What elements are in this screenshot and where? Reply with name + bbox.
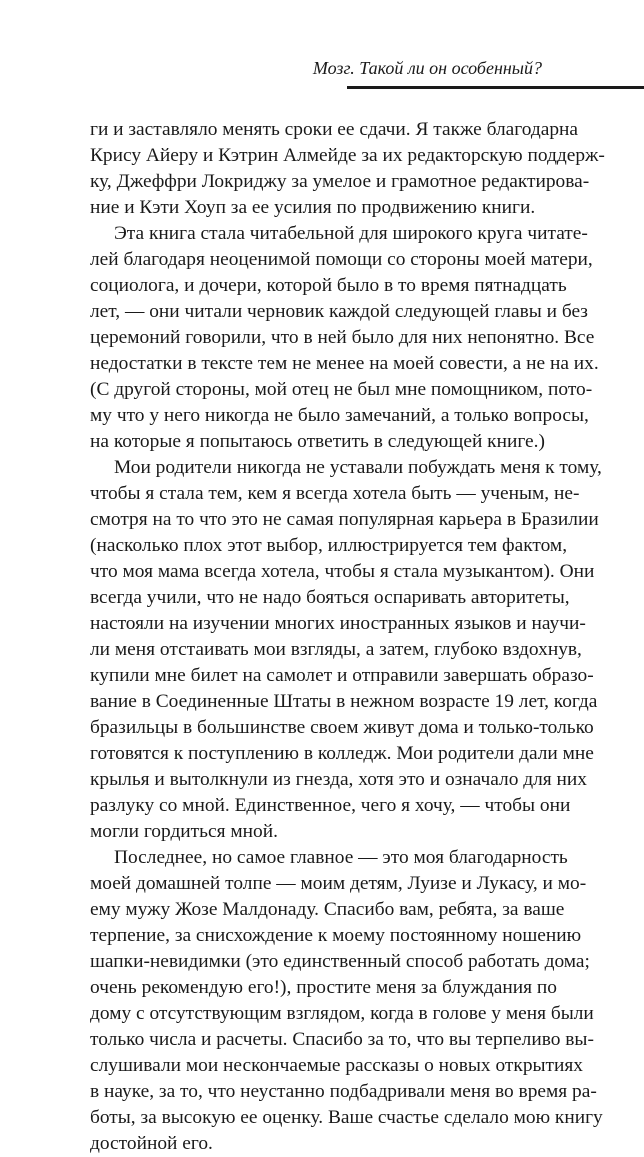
text-line: церемоний говорили, что в ней было для них непонятно. Все xyxy=(90,327,595,348)
paragraph xyxy=(90,221,599,455)
text-line: лет, — они читали черновик каждой следующей главы и без xyxy=(90,301,588,322)
text-line: в науке, за то, что неустанно подбадривали меня во время ра- xyxy=(90,1081,597,1102)
text-line: Последнее, но самое главное — это моя благодарность xyxy=(114,847,568,868)
text-line: только числа и расчеты. Спасибо за то, что вы терпеливо вы- xyxy=(90,1029,594,1050)
header-rule xyxy=(347,86,644,89)
text-line: очень рекомендую его!), простите меня за блуждания по xyxy=(90,977,557,998)
text-line: (С другой стороны, мой отец не был мне помощником, пото- xyxy=(90,379,593,400)
text-line: Эта книга стала читабельной для широкого круга читате- xyxy=(114,223,588,244)
text-line: что моя мама всегда хотела, чтобы я стала музыкантом). Они xyxy=(90,561,595,582)
text-line: достойной его. xyxy=(90,1133,213,1154)
text-line: на которые я попытаюсь ответить в следующей книге.) xyxy=(90,431,545,452)
text-line: ги и заставляло менять сроки ее сдачи. Я также благодарна xyxy=(90,119,579,140)
text-line: бразильцы в большинстве своем живут дома и только-только xyxy=(90,717,594,738)
text-line: слушивали мои нескончаемые рассказы о новых открытиях xyxy=(90,1055,584,1076)
text-line: дому с отсутствующим взглядом, когда в голове у меня были xyxy=(90,1003,594,1024)
text-line: социолога, и дочери, которой было в то время пятнадцать xyxy=(90,275,567,296)
text-line: му что у него никогда не было замечаний, а только вопросы, xyxy=(90,405,589,426)
text-line: вание в Соединенные Штаты в нежном возрасте 19 лет, когда xyxy=(90,691,598,712)
text-line: шапки-невидимки (это единственный способ работать дома; xyxy=(90,951,590,972)
text-line: всегда учили, что не надо бояться оспаривать авторитеты, xyxy=(90,587,570,608)
text-line: лей благодаря неоценимой помощи со стороны моей матери, xyxy=(90,249,593,270)
text-line: чтобы я стала тем, кем я всегда хотела быть — ученым, не- xyxy=(90,483,580,504)
paragraph xyxy=(90,845,603,1157)
text-line: ку, Джеффри Локриджу за умелое и грамотное редактирова- xyxy=(90,171,590,192)
paragraph xyxy=(90,117,605,221)
body-text xyxy=(90,117,605,1157)
text-line: боты, за высокую ее оценку. Ваше счастье сделало мою книгу xyxy=(90,1107,603,1128)
text-line: терпение, за снисхождение к моему постоянному ношению xyxy=(90,925,582,946)
paragraph xyxy=(90,455,602,845)
text-line: Крису Айеру и Кэтрин Алмейде за их редакторскую поддерж- xyxy=(90,145,605,166)
running-title: Мозг. Такой ли он особенный? xyxy=(312,58,542,78)
text-line: моей домашней толпе — моим детям, Луизе и Лукасу, и мо- xyxy=(90,873,587,894)
text-line: крылья и вытолкнули из гнезда, хотя это и означало для них xyxy=(90,769,588,790)
text-line: могли гордиться мной. xyxy=(90,821,278,842)
text-line: готовятся к поступлению в колледж. Мои родители дали мне xyxy=(90,743,594,764)
text-line: недостатки в тексте тем не менее на моей совести, а не на их. xyxy=(90,353,599,374)
text-line: Мои родители никогда не уставали побуждать меня к тому, xyxy=(114,457,602,478)
text-line: смотря на то что это не самая популярная карьера в Бразилии xyxy=(90,509,599,530)
text-line: ние и Кэти Хоуп за ее усилия по продвижению книги. xyxy=(90,197,536,218)
text-line: купили мне билет на самолет и отправили завершать образо- xyxy=(90,665,594,686)
text-line: (насколько плох этот выбор, иллюстрируется тем фактом, xyxy=(90,535,568,556)
text-line: ли меня отстаивать мои взгляды, а затем, глубоко вздохнув, xyxy=(90,639,582,660)
text-line: ему мужу Жозе Малдонаду. Спасибо вам, ребята, за ваше xyxy=(90,899,565,920)
text-line: настояли на изучении многих иностранных языков и научи- xyxy=(90,613,586,634)
text-line: разлуку со мной. Единственное, чего я хочу, — чтобы они xyxy=(90,795,571,816)
